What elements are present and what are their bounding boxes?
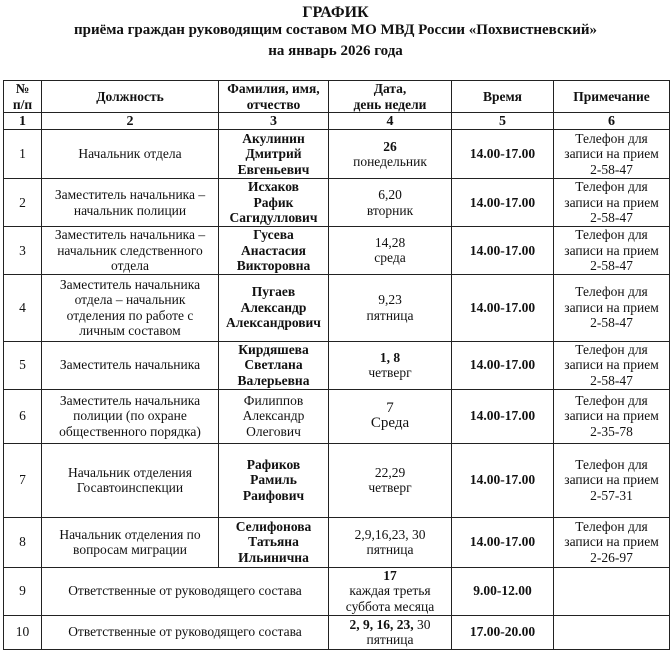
note-cell xyxy=(554,517,670,567)
column-number: 1 xyxy=(4,113,42,130)
name-line: Рафиков xyxy=(246,456,301,472)
position-cell: Заместитель начальника полиции (по охране общественного порядка) xyxy=(42,389,219,443)
date-cell xyxy=(329,130,452,179)
note-line: 2-58-47 xyxy=(590,372,633,388)
note-line: Телефон для xyxy=(575,227,648,242)
row-number: 1 xyxy=(4,130,42,179)
dates-bold: 2, 9, 16, 23, xyxy=(349,616,414,632)
header-name-line1: Фамилия, имя, xyxy=(227,81,320,96)
row-number: 6 xyxy=(4,389,42,443)
weekday: пятница xyxy=(366,307,414,323)
table-row xyxy=(4,341,670,389)
dates: 26 xyxy=(383,138,397,154)
row-number: 4 xyxy=(4,274,42,341)
note-cell xyxy=(554,179,670,227)
time-cell: 14.00-17.00 xyxy=(452,389,554,443)
position-cell: Заместитель начальника – начальник полиции xyxy=(42,179,219,227)
row-number: 7 xyxy=(4,443,42,517)
name-line: Татьяна xyxy=(248,534,299,550)
note-line: записи на прием xyxy=(564,472,659,488)
table-row xyxy=(4,517,670,567)
time-cell: 17.00-20.00 xyxy=(452,615,554,649)
name-cell xyxy=(219,443,329,517)
position-cell: Заместитель начальника – начальник следственного отдела xyxy=(42,227,219,275)
header-name-line2: отчество xyxy=(246,96,301,112)
row-number: 3 xyxy=(4,227,42,275)
header-date-line2: день недели xyxy=(353,96,427,112)
position-cell: Ответственные от руководящего состава xyxy=(42,615,329,649)
name-line: Раифович xyxy=(242,487,305,503)
header-num-line1: № xyxy=(15,81,30,96)
header-date xyxy=(329,81,452,113)
dates: 14,28 xyxy=(374,234,406,250)
note-line: 2-26-97 xyxy=(590,549,633,565)
column-number: 6 xyxy=(554,113,670,130)
name-cell xyxy=(219,517,329,567)
position-cell: Ответственные от руководящего состава xyxy=(42,567,329,615)
weekday: Среда xyxy=(370,415,410,431)
column-number: 5 xyxy=(452,113,554,130)
note-line: Телефон для xyxy=(575,179,648,195)
name-line: Рафик xyxy=(253,194,294,210)
note-line: Телефон для xyxy=(575,284,648,300)
name-cell xyxy=(219,341,329,389)
dates: 6,20 xyxy=(378,187,402,202)
note-line: 2-35-78 xyxy=(590,423,633,439)
column-number: 2 xyxy=(42,113,219,130)
note-line: Телефон для xyxy=(575,130,648,146)
note-line: 2-58-47 xyxy=(590,315,633,331)
weekday: четверг xyxy=(368,365,412,380)
name-line: Анастасия xyxy=(241,242,306,258)
position-cell: Заместитель начальника отдела – начальник отделения по работе с личным составом xyxy=(42,274,219,341)
time-cell: 14.00-17.00 xyxy=(452,443,554,517)
table-row xyxy=(4,567,670,615)
row-number: 9 xyxy=(4,567,42,615)
note-line: Телефон для xyxy=(575,392,648,408)
name-line: Кирдяшева xyxy=(238,341,309,357)
name-cell xyxy=(219,227,329,275)
date-cell xyxy=(329,179,452,227)
row-number: 5 xyxy=(4,341,42,389)
time-cell: 14.00-17.00 xyxy=(452,227,554,275)
note-line: 2-57-31 xyxy=(590,487,633,503)
note-line: Телефон для xyxy=(575,518,648,534)
date-cell xyxy=(329,389,452,443)
name-line: Филиппов xyxy=(243,392,304,408)
name-line: Рамиль xyxy=(250,472,297,488)
name-line: Викторовна xyxy=(236,258,311,273)
table-row xyxy=(4,389,670,443)
name-cell xyxy=(219,389,329,443)
header-position: Должность xyxy=(42,81,219,113)
note-line: записи на прием xyxy=(564,408,659,424)
note-line: 2-58-47 xyxy=(590,210,633,226)
dates-line xyxy=(331,617,449,633)
name-line: Валерьевна xyxy=(237,372,310,388)
weekday: вторник xyxy=(366,202,414,218)
dates: 22,29 xyxy=(374,464,406,480)
note-cell xyxy=(554,615,670,649)
note-line: Телефон для xyxy=(575,456,648,472)
note-cell xyxy=(554,130,670,179)
header-num xyxy=(4,81,42,113)
weekday: четверг xyxy=(368,480,412,495)
name-line: Александр xyxy=(240,299,307,315)
header-row xyxy=(4,81,670,113)
note-cell xyxy=(554,389,670,443)
time-cell: 14.00-17.00 xyxy=(452,517,554,567)
weekday: среда xyxy=(374,250,406,266)
time-cell: 14.00-17.00 xyxy=(452,341,554,389)
name-cell xyxy=(219,130,329,179)
name-line: Александр xyxy=(242,408,305,424)
time-cell: 14.00-17.00 xyxy=(452,130,554,179)
header-note: Примечание xyxy=(554,81,670,113)
name-line: Гусева xyxy=(253,227,294,242)
name-line: Евгеньевич xyxy=(237,161,310,177)
note-line: записи на прием xyxy=(564,146,659,162)
note-line: 2-58-47 xyxy=(590,161,633,177)
time-cell: 14.00-17.00 xyxy=(452,179,554,227)
name-line: Исхаков xyxy=(248,179,299,195)
time-cell: 9.00-12.00 xyxy=(452,567,554,615)
name-line: Акулинин xyxy=(242,130,305,146)
name-cell xyxy=(219,274,329,341)
note-line: записи на прием xyxy=(564,534,659,550)
note-cell xyxy=(554,274,670,341)
name-line: Олегович xyxy=(246,423,301,439)
dates-regular: 30 xyxy=(417,616,431,632)
weekday: каждая третья суббота месяца xyxy=(345,583,435,614)
position-cell: Начальник отделения по вопросам миграции xyxy=(42,517,219,567)
note-cell xyxy=(554,567,670,615)
position-cell: Начальник отделения Госавтоинспекции xyxy=(42,443,219,517)
name-line: Сагидуллович xyxy=(229,210,318,226)
table-row xyxy=(4,443,670,517)
header-name xyxy=(219,81,329,113)
position-cell: Начальник отдела xyxy=(42,130,219,179)
note-cell xyxy=(554,227,670,275)
document-period: на январь 2026 года xyxy=(268,43,403,59)
table-row xyxy=(4,130,670,179)
date-cell xyxy=(329,517,452,567)
note-line: Телефон для xyxy=(575,341,648,357)
header-date-line1: Дата, xyxy=(373,81,407,96)
row-number: 10 xyxy=(4,615,42,649)
name-line: Селифонова xyxy=(235,518,312,534)
date-cell xyxy=(329,443,452,517)
weekday: понедельник xyxy=(353,154,427,169)
note-line: записи на прием xyxy=(564,194,659,210)
dates: 17 xyxy=(383,567,397,583)
time-cell: 14.00-17.00 xyxy=(452,274,554,341)
table-row xyxy=(4,179,670,227)
name-line: Ильинична xyxy=(238,549,309,565)
position-cell: Заместитель начальника xyxy=(42,341,219,389)
header-time: Время xyxy=(452,81,554,113)
note-line: записи на прием xyxy=(564,357,659,373)
note-cell xyxy=(554,341,670,389)
name-line: Александрович xyxy=(226,315,321,331)
column-number: 3 xyxy=(219,113,329,130)
schedule-table xyxy=(3,80,670,650)
note-line: 2-58-47 xyxy=(590,258,633,273)
dates: 1, 8 xyxy=(379,349,401,365)
document-title: ГРАФИК xyxy=(302,4,369,21)
name-line: Дмитрий xyxy=(245,146,302,162)
date-cell xyxy=(329,567,452,615)
header-num-line2: п/п xyxy=(12,96,33,112)
dates: 2,9,16,23, 30 xyxy=(354,526,426,542)
row-number: 2 xyxy=(4,179,42,227)
date-cell xyxy=(329,227,452,275)
name-line: Пугаев xyxy=(251,284,296,300)
name-line: Светлана xyxy=(244,357,303,373)
note-cell xyxy=(554,443,670,517)
table-row xyxy=(4,227,670,275)
date-cell xyxy=(329,341,452,389)
column-number-row xyxy=(4,113,670,130)
row-number: 8 xyxy=(4,517,42,567)
dates: 7 xyxy=(386,399,394,416)
document-subtitle: приёма граждан руководящим составом МО МВД России «Похвистневский» xyxy=(73,22,598,38)
column-number: 4 xyxy=(329,113,452,130)
weekday: пятница xyxy=(366,632,414,647)
table-row xyxy=(4,274,670,341)
table-row xyxy=(4,615,670,649)
dates: 9,23 xyxy=(378,292,402,307)
note-line: записи на прием xyxy=(564,242,659,258)
note-line: записи на прием xyxy=(564,299,659,315)
date-cell xyxy=(329,615,452,649)
date-cell xyxy=(329,274,452,341)
name-cell xyxy=(219,179,329,227)
weekday: пятница xyxy=(366,542,414,557)
